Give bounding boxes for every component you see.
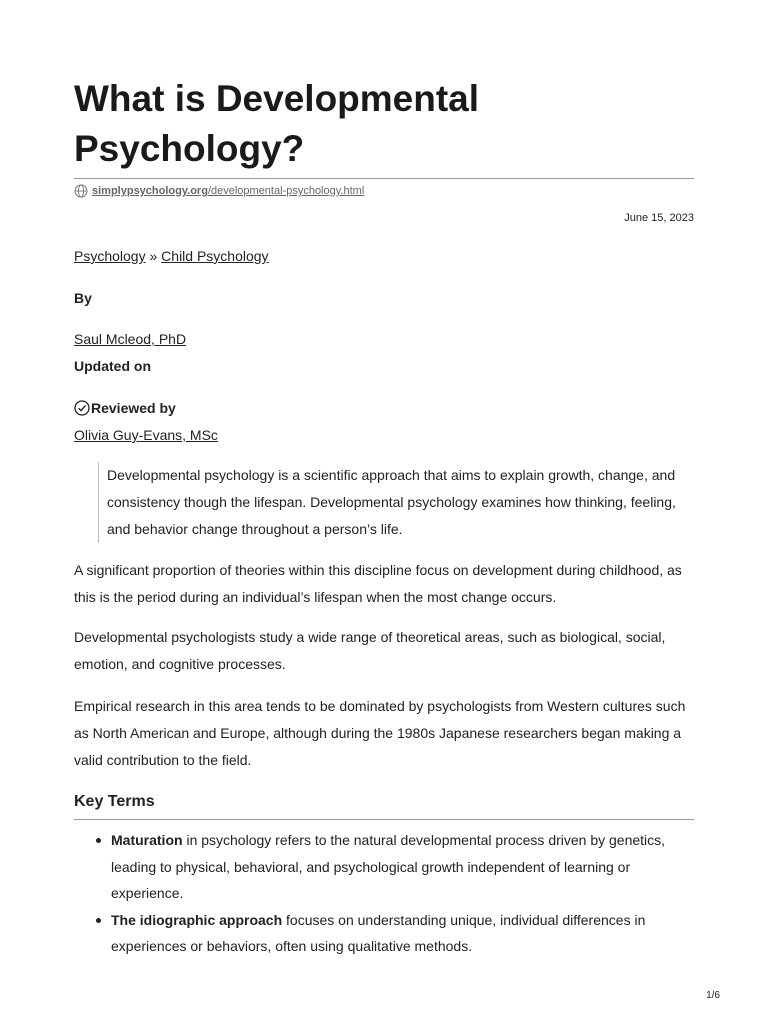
summary-quote: Developmental psychology is a scientific approach that aims to explain growth, change, and consistency though the lifespan. Developmental psychology examines how thinking, feeling, and behavior change throughout a person’s life. bbox=[98, 462, 677, 543]
reviewed-by bbox=[74, 398, 176, 418]
source-line bbox=[74, 182, 364, 200]
print-date: June 15, 2023 bbox=[624, 212, 694, 224]
breadcrumb-separator: » bbox=[145, 248, 162, 264]
list-item bbox=[96, 907, 694, 960]
source-domain: simplypsychology.org bbox=[92, 185, 208, 197]
key-terms-heading: Key Terms bbox=[74, 793, 155, 810]
updated-label: Updated on bbox=[74, 358, 151, 374]
source-divider bbox=[74, 178, 694, 179]
term-definition: in psychology refers to the natural developmental process driven by genetics, leading to physical, behavioral, and psychological growth independent of learning or experience. bbox=[111, 832, 666, 901]
source-path: /developmental-psychology.html bbox=[207, 185, 365, 197]
key-terms-list bbox=[96, 827, 694, 960]
paragraph-1: A significant proportion of theories within this discipline focus on development during childhood, as this is the period during an individual’s lifespan when the most change occurs. bbox=[74, 562, 682, 605]
author-link[interactable]: Saul Mcleod, PhD bbox=[74, 331, 187, 347]
breadcrumb-child-psychology[interactable]: Child Psychology bbox=[161, 248, 269, 264]
paragraph-2: Developmental psychologists study a wide range of theoretical areas, such as biological, social, emotion, and cognitive processes. bbox=[74, 629, 666, 672]
by-label: By bbox=[74, 290, 92, 306]
reviewer-link[interactable]: Olivia Guy-Evans, MSc bbox=[74, 427, 218, 443]
page-number: 1/6 bbox=[706, 990, 720, 1001]
breadcrumb bbox=[74, 246, 269, 266]
reviewed-label: Reviewed by bbox=[91, 400, 176, 416]
key-terms-divider bbox=[74, 819, 694, 820]
list-item bbox=[96, 827, 694, 907]
term-name: Maturation bbox=[111, 832, 183, 848]
check-circle-icon bbox=[74, 400, 90, 416]
paragraph-3: Empirical research in this area tends to be dominated by psychologists from Western cultures such as North American and Europe, although during the 1980s Japanese researchers began making a valid contribution to the field. bbox=[74, 698, 686, 768]
globe-icon bbox=[74, 184, 88, 198]
term-name: The idiographic approach bbox=[111, 911, 283, 928]
breadcrumb-psychology[interactable]: Psychology bbox=[74, 248, 146, 264]
source-link[interactable] bbox=[92, 182, 364, 200]
term-definition: focuses on understanding unique, individual differences in experiences or behaviors, often using qualitative methods. bbox=[111, 911, 646, 954]
page-title: What is Developmental Psychology? bbox=[74, 78, 480, 169]
